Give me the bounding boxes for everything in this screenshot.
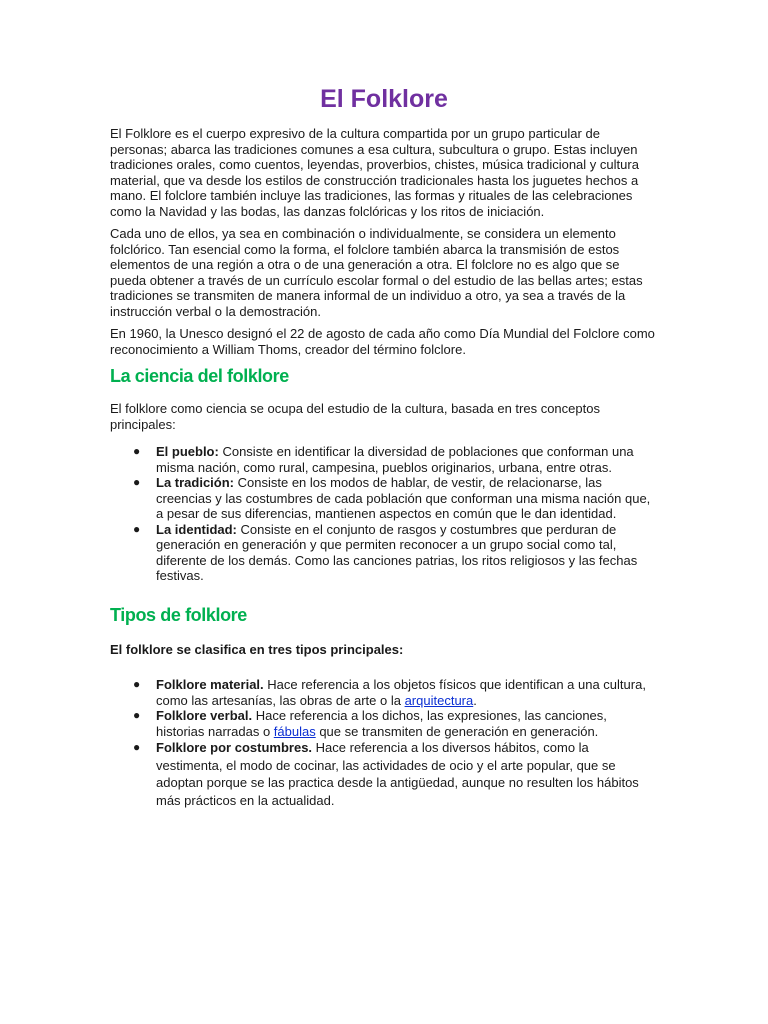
- desc-material: Hace referencia a los objetos físicos que identifican a una cultura, como las artesanías, las obras de arte o la: [156, 677, 646, 708]
- list-item-costumbres: [133, 739, 658, 809]
- desc-verbal: Hace referencia a los dichos, las expresiones, las canciones, historias narradas o: [156, 708, 607, 739]
- list-item-verbal: [133, 708, 658, 739]
- paragraph-unesco: En 1960, la Unesco designó el 22 de agosto de cada año como Día Mundial del Folclore como reconocimiento a William Thoms, creador del término folclore.: [110, 326, 655, 357]
- paragraph-intro: El Folklore es el cuerpo expresivo de la cultura compartida por un grupo particular de personas; abarca las tradiciones comunes a esa cultura, subcultura o grupo. Estas incluyen tradiciones orales, como cuentos, leyendas, proverbios, chistes, música tradicional y cultura material, que va desde los estilos de construcción tradicionales hasta los juguetes hechos a mano. El folclore también incluye las tradiciones, las formas y rituales de las celebraciones como la Navidad y las bodas, las danzas folclóricas y los ritos de iniciación.: [110, 126, 639, 219]
- link-fabulas[interactable]: fábulas: [273, 723, 316, 739]
- desc-verbal-end: que se transmiten de generación en generación.: [315, 723, 599, 739]
- paragraph-ciencia-intro: El folklore como ciencia se ocupa del estudio de la cultura, basada en tres conceptos principales:: [110, 401, 600, 432]
- term-verbal: Folklore verbal.: [156, 708, 253, 723]
- bullet-icon: ●: [133, 521, 141, 536]
- heading-ciencia: La ciencia del folklore: [110, 366, 289, 386]
- bullet-icon: ●: [133, 740, 141, 754]
- list-item-pueblo: [133, 444, 658, 475]
- bullet-icon: ●: [133, 677, 141, 691]
- term-tradicion: La tradición:: [156, 475, 235, 490]
- bullet-icon: ●: [133, 444, 141, 458]
- bullet-icon: ●: [133, 475, 141, 489]
- desc-identidad: Consiste en el conjunto de rasgos y costumbres que perduran de generación en generación y que permiten reconocer a un grupo social como tal, diferente de los demás. Como las canciones patrias, los ritos religiosos y las fechas festivas.: [156, 521, 638, 583]
- subheading-tipos: El folklore se clasifica en tres tipos principales:: [110, 641, 404, 657]
- list-conceptos: [110, 444, 658, 584]
- link-arquitectura[interactable]: arquitectura: [404, 692, 474, 708]
- bullet-icon: ●: [133, 708, 141, 722]
- document-title: El Folklore: [320, 85, 448, 113]
- term-costumbres: Folklore por costumbres.: [156, 740, 313, 755]
- desc-costumbres: Hace referencia a los diversos hábitos, como la vestimenta, el modo de cocinar, las actividades de ocio y el arte popular, que se adoptan porque se las practica desde la antigüedad, aunque no resulten los hábitos más prácticos en la actualidad.: [156, 740, 639, 808]
- paragraph-transmission: Cada uno de ellos, ya sea en combinación o individualmente, se considera un elemento folclórico. Tan esencial como la forma, el folclore también abarca la transmisión de estos elementos de una región a otra o de una generación a otra. El folclore no es algo que se pueda obtener a través de un currículo escolar formal o del estudio de las bellas artes; estas tradiciones se transmiten de manera informal de un individuo a otro, ya sea a través de la instrucción verbal o la demostración.: [110, 226, 643, 319]
- list-item-tradicion: [133, 475, 658, 522]
- term-identidad: La identidad:: [156, 521, 237, 537]
- heading-tipos: Tipos de folklore: [110, 604, 247, 625]
- list-item-identidad: [133, 521, 658, 584]
- list-tipos: [110, 677, 658, 809]
- desc-pueblo: Consiste en identificar la diversidad de poblaciones que conforman una misma nación, como rural, campesina, pueblos originarios, urbana, entre otras.: [156, 444, 634, 475]
- term-material: Folklore material.: [156, 677, 264, 692]
- term-pueblo: El pueblo:: [156, 444, 219, 459]
- list-item-material: [133, 677, 658, 708]
- desc-tradicion: Consiste en los modos de hablar, de vestir, de relacionarse, las creencias y las costumbres de cada población que conforman una misma nación que, a pesar de sus diferencias, mantienen aspectos en común que le dan identidad.: [156, 475, 651, 521]
- desc-material-end: .: [473, 692, 477, 708]
